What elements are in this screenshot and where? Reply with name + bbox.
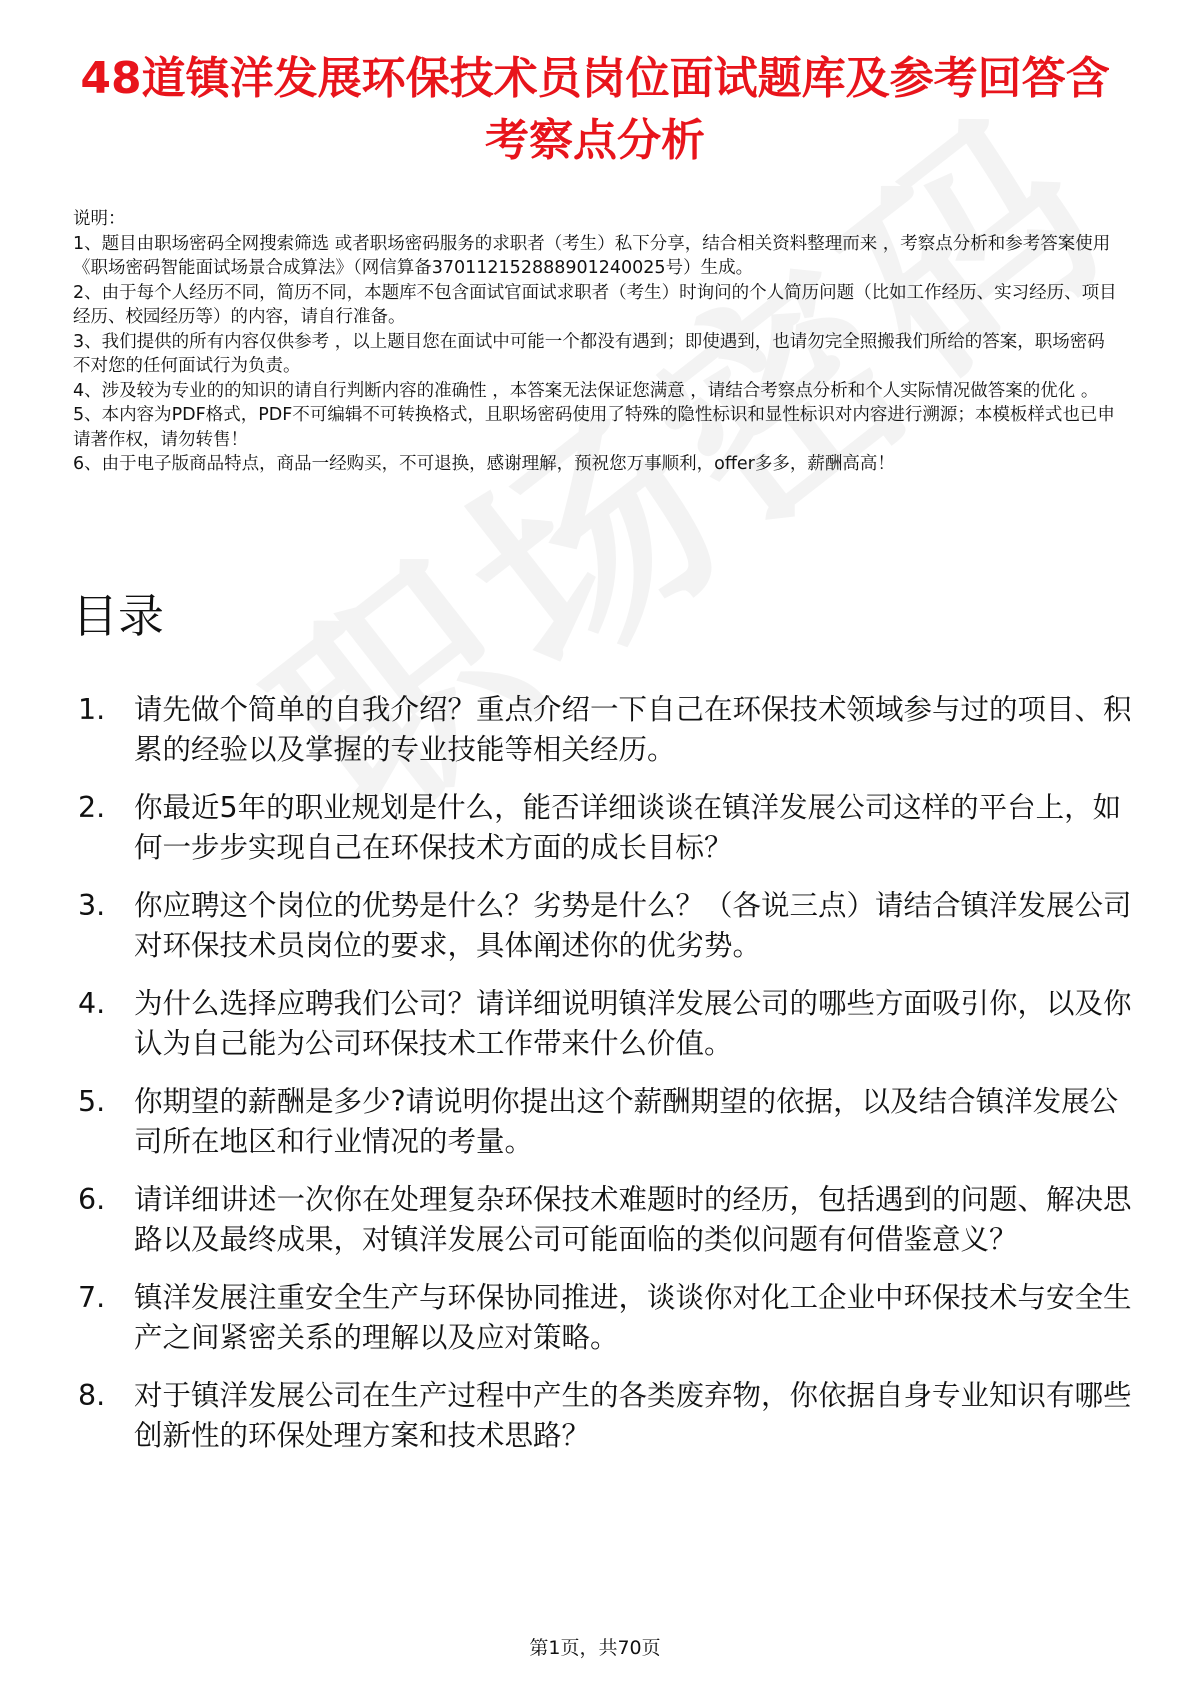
- toc-item-text: 为什么选择应聘我们公司？请详细说明镇洋发展公司的哪些方面吸引你，以及你认为自己能为公司环保技术工作带来什么价值。: [134, 987, 1132, 1060]
- toc-item-number: 6.: [78, 1183, 106, 1216]
- toc-item-number: 1.: [78, 693, 106, 726]
- toc-item[interactable]: [72, 1278, 1132, 1358]
- toc-item-text: 请详细讲述一次你在处理复杂环保技术难题时的经历，包括遇到的问题、解决思路以及最终成果，对镇洋发展公司可能面临的类似问题有何借鉴意义？: [134, 1183, 1132, 1256]
- notes-heading: 说明：: [73, 209, 126, 229]
- toc-item-number: 8.: [78, 1379, 106, 1412]
- toc-item-text: 镇洋发展注重安全生产与环保协同推进，谈谈你对化工企业中环保技术与安全生产之间紧密关系的理解以及应对策略。: [134, 1281, 1132, 1354]
- note-item-5: 5、本内容为PDF格式，PDF不可编辑不可转换格式，且职场密码使用了特殊的隐性标识和显性标识对内容进行溯源；本模板样式也已申请著作权，请勿转售！: [73, 405, 1115, 450]
- note-item-4: 4、涉及较为专业的的知识的请自行判断内容的准确性 ，本答案无法保证您满意 ，请结合考察点分析和个人实际情况做答案的优化 。: [73, 380, 1099, 401]
- toc-item[interactable]: [72, 1376, 1132, 1456]
- toc-item[interactable]: [72, 1180, 1132, 1260]
- toc-item[interactable]: [72, 690, 1132, 770]
- page-number: 第1页，共70页: [529, 1637, 661, 1659]
- toc-item-number: 4.: [78, 987, 106, 1020]
- toc-item-number: 3.: [78, 889, 106, 922]
- note-item-3: 3、我们提供的所有内容仅供参考 ，以上题目您在面试中可能一个都没有遇到；即使遇到，也请勿完全照搬我们所给的答案，职场密码不对您的任何面试行为负责。: [73, 331, 1105, 376]
- document-title: 48道镇洋发展环保技术员岗位面试题库及参考回答含考察点分析: [80, 53, 1110, 166]
- notes-section: [73, 207, 1118, 477]
- toc-item[interactable]: [72, 984, 1132, 1064]
- note-item-1: 1、题目由职场密码全网搜索筛选 或者职场密码服务的求职者（考生）私下分享，结合相关资料整理而来 ，考察点分析和参考答案使用《职场密码智能面试场景合成算法》（网信算备370112152888901240025号）生成。: [73, 233, 1111, 278]
- note-item-2: 2、由于每个人经历不同，简历不同，本题库不包含面试官面试求职者（考生）时询问的个人简历问题（比如工作经历、实习经历、项目经历、校园经历等）的内容，请自行准备。: [73, 282, 1117, 327]
- toc-item-text: 请先做个简单的自我介绍？重点介绍一下自己在环保技术领域参与过的项目、积累的经验以及掌握的专业技能等相关经历。: [134, 693, 1132, 766]
- toc-heading: 目录: [72, 589, 164, 643]
- toc-item-text: 对于镇洋发展公司在生产过程中产生的各类废弃物，你依据自身专业知识有哪些创新性的环保处理方案和技术思路？: [134, 1379, 1132, 1452]
- toc-item-number: 7.: [78, 1281, 106, 1314]
- toc-item-number: 2.: [78, 791, 106, 824]
- note-item-6: 6、由于电子版商品特点，商品一经购买，不可退换，感谢理解，预祝您万事顺利，offer多多，薪酬高高！: [73, 454, 895, 474]
- toc-item[interactable]: [72, 788, 1132, 868]
- toc-item[interactable]: [72, 886, 1132, 966]
- toc-item-text: 你期望的薪酬是多少?请说明你提出这个薪酬期望的依据，以及结合镇洋发展公司所在地区和行业情况的考量。: [134, 1085, 1119, 1158]
- toc-list: [72, 690, 1132, 1474]
- toc-item-number: 5.: [78, 1085, 106, 1118]
- toc-item-text: 你最近5年的职业规划是什么，能否详细谈谈在镇洋发展公司这样的平台上，如何一步步实现自己在环保技术方面的成长目标？: [134, 791, 1122, 864]
- toc-item-text: 你应聘这个岗位的优势是什么？劣势是什么？（各说三点）请结合镇洋发展公司对环保技术员岗位的要求，具体阐述你的优劣势。: [134, 889, 1132, 962]
- toc-item[interactable]: [72, 1082, 1132, 1162]
